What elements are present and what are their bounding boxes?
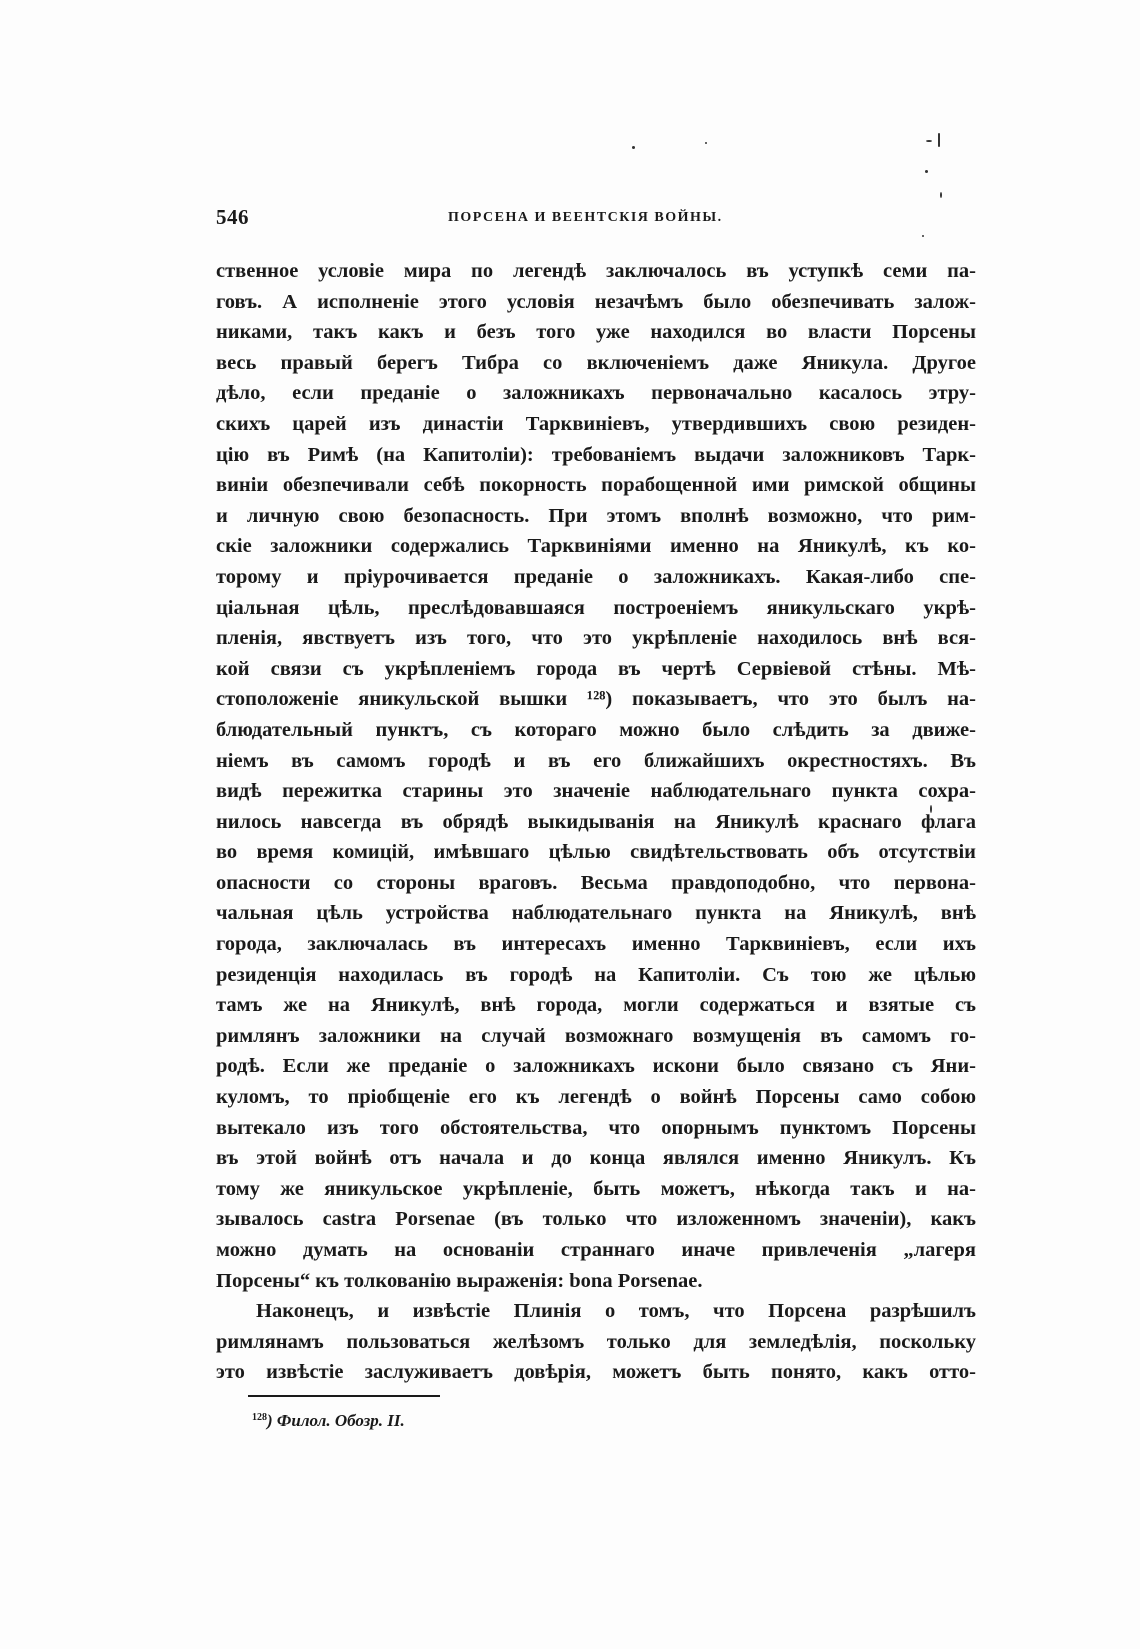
- text-line: вытекало изъ того обстоятельства, что опорнымъ пунктомъ Порсены: [216, 1116, 976, 1139]
- text-line: чальная цѣль устройства наблюдательнаго пункта на Яникулѣ, внѣ: [216, 902, 976, 925]
- body-text: [216, 256, 976, 1388]
- scan-speck: [922, 235, 924, 237]
- text-line: дѣло, если преданіе о заложникахъ первоначально касалось этру-: [216, 382, 976, 405]
- scan-speck: [632, 146, 635, 149]
- text-line: тому же яникульское укрѣпленіе, быть можетъ, нѣкогда такъ и на-: [216, 1177, 976, 1200]
- footnote-text: ) Филол. Обозр. II.: [267, 1411, 405, 1430]
- text-line: кой связи съ укрѣпленіемъ города въ чертѣ Сервіевой стѣны. Мѣ-: [216, 657, 976, 680]
- text-line: говъ. А исполненіе этого условія незачѣмъ было обезпечивать залож-: [216, 290, 976, 313]
- text-line: родѣ. Если же преданіе о заложникахъ искони было связано съ Яни-: [216, 1055, 976, 1078]
- text-line: зывалось castra Porsenae (въ только что изложенномъ значеніи), какъ: [216, 1208, 976, 1231]
- text-line: Порсены“ къ толкованію выраженія: bona Porsenae.: [216, 1269, 703, 1292]
- scan-speck: [926, 140, 932, 142]
- text-line: тамъ же на Яникулѣ, внѣ города, могли содержаться и взятые съ: [216, 994, 976, 1017]
- footnote: [252, 1411, 405, 1431]
- text-line: видѣ пережитка старины это значеніе наблюдательнаго пункта сохра-: [216, 780, 976, 803]
- text-line: опасности со стороны враговъ. Весьма правдоподобно, что первона-: [216, 871, 976, 894]
- text-line: это извѣстіе заслуживаетъ довѣрія, можетъ быть понято, какъ отто-: [216, 1361, 976, 1384]
- text-line: можно думать на основаніи страннаго иначе привлеченія „лагеря: [216, 1239, 976, 1261]
- scan-speck: [938, 133, 940, 147]
- text-line: въ этой войнѣ отъ начала и до конца являлся именно Яникулъ. Къ: [216, 1147, 976, 1170]
- scan-speck: [925, 170, 928, 173]
- text-line: пленія, явствуетъ изъ того, что это укрѣпленіе находилось внѣ вся-: [216, 627, 976, 650]
- text-line: весь правый берегъ Тибра со включеніемъ даже Яникула. Другое: [216, 351, 976, 374]
- text-line: цію въ Римѣ (на Капитоліи): требованіемъ выдачи заложниковъ Тарк-: [216, 443, 976, 466]
- text-line: скихъ царей изъ династіи Тарквиніевъ, утвердившихъ свою резиден-: [216, 412, 976, 435]
- scan-speck: [705, 142, 707, 144]
- text-line: ціальная цѣль, преслѣдовавшаяся построеніемъ яникульскаго укрѣ-: [216, 596, 976, 619]
- text-line: ніемъ въ самомъ городѣ и въ его ближайшихъ окрестностяхъ. Въ: [216, 749, 976, 772]
- text-line: стоположеніе яникульской вышки ¹²⁸) показываетъ, что это былъ на-: [216, 688, 976, 711]
- page-header: [216, 205, 976, 235]
- footnote-divider: [248, 1395, 440, 1397]
- text-line: Наконецъ, и извѣстіе Плинія о томъ, что Порсена разрѣшилъ: [256, 1300, 976, 1323]
- text-line: и личную свою безопасность. При этомъ вполнѣ возможно, что рим-: [216, 504, 976, 527]
- text-line: блюдательный пунктъ, съ котораго можно было слѣдить за движе-: [216, 718, 976, 741]
- text-line: римлянъ заложники на случай возможнаго возмущенія въ самомъ го-: [216, 1024, 976, 1047]
- text-line: нилось навсегда въ обрядѣ выкидыванія на Яникулѣ краснаго флага: [216, 810, 976, 833]
- running-head: ПОРСЕНА И ВЕЕНТСКІЯ ВОЙНЫ.: [448, 210, 723, 225]
- text-line: резиденція находилась въ городѣ на Капитоліи. Съ тою же цѣлью: [216, 963, 976, 986]
- footnote-marker: 128: [252, 1412, 267, 1423]
- text-line: города, заключалась въ интересахъ именно Тарквиніевъ, если ихъ: [216, 933, 976, 956]
- text-line: во время комицій, имѣвшаго цѣлью свидѣтельствовать объ отсутствіи: [216, 841, 976, 864]
- text-line: куломъ, то пріобщеніе его къ легендѣ о войнѣ Порсены само собою: [216, 1086, 976, 1109]
- text-line: торому и пріурочивается преданіе о заложникахъ. Какая-либо спе-: [216, 565, 976, 588]
- scan-speck: [940, 192, 942, 198]
- text-line: виніи обезпечивали себѣ покорность порабощенной ими римской общины: [216, 474, 976, 497]
- text-line: римлянамъ пользоваться желѣзомъ только для земледѣлія, поскольку: [216, 1330, 976, 1353]
- text-line: никами, такъ какъ и безъ того уже находился во власти Порсены: [216, 321, 976, 344]
- page-number: 546: [216, 205, 249, 229]
- text-line: скіе заложники содержались Тарквиніями именно на Яникулѣ, къ ко-: [216, 535, 976, 558]
- text-line: ственное условіе мира по легендѣ заключалось въ уступкѣ семи па-: [216, 260, 976, 282]
